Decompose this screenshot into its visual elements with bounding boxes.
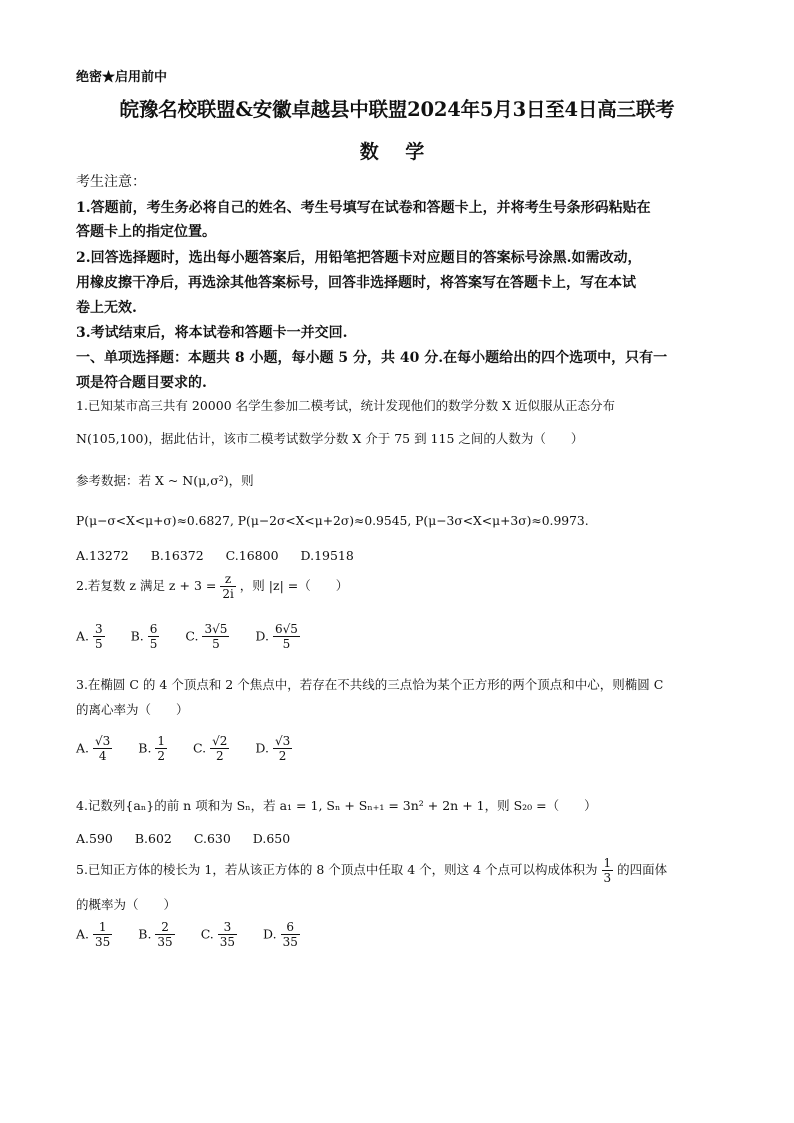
q5-option-a-den: 35: [95, 935, 111, 949]
q4-option-d: D.650: [252, 831, 291, 846]
q1-formula: P(μ−σ<X<μ+σ)≈0.6827, P(μ−2σ<X<μ+2σ)≈0.9545, P(μ−3σ<X<μ+3σ)≈0.9973.: [76, 514, 589, 528]
q5-option-c: [201, 920, 237, 949]
notice-line-5: 卷上无效.: [76, 300, 137, 316]
q1-line-1: 1.已知某市高三共有 20000 名学生参加二模考试，统计发现他们的数学分数 X 近似服从正态分布: [76, 398, 615, 413]
q5-option-d-den: 35: [282, 935, 298, 949]
q2-fraction-denominator: 2i: [222, 587, 234, 601]
q4-option-c: C.630: [193, 831, 231, 846]
notice-line-2: 答题卡上的指定位置。: [76, 224, 216, 240]
notice-line-1: 1.答题前，考生务必将自己的姓名、考生号填写在试卷和答题卡上，并将考生号条形码粘贴在: [76, 200, 651, 216]
q2-option-a: [76, 622, 105, 651]
q2-option-d-num: 6√5: [274, 622, 298, 636]
subject-title: 数 学: [359, 141, 435, 163]
q3-option-b: [138, 734, 167, 763]
q5-line-1: [76, 856, 667, 885]
q3-option-d-label: D.: [255, 740, 269, 756]
q5-option-d-label: D.: [263, 926, 277, 942]
q2-stem: [76, 572, 348, 601]
q2-option-b-den: 5: [149, 637, 158, 651]
q5-option-c-label: C.: [200, 926, 214, 942]
q5-option-c-den: 35: [219, 935, 236, 949]
q5-option-a-label: A.: [76, 926, 90, 942]
q5-option-b: [138, 920, 174, 949]
q5-option-d-num: 6: [281, 920, 300, 935]
q3-options: [76, 734, 314, 763]
q5-option-a: [76, 920, 112, 949]
q3-option-b-label: B.: [138, 740, 152, 756]
q1-line-2: N(105,100)，据此估计，该市二模考试数学分数 X 介于 75 到 115 之间的人数为（ ）: [76, 431, 584, 446]
q2-option-d: [255, 622, 299, 651]
q4-line-1: 4.记数列{aₙ}的前 n 项和为 Sₙ，若 a₁ = 1, Sₙ + Sₙ₊₁ = 3n² + 2n + 1，则 S₂₀ =（ ）: [76, 798, 597, 813]
q5-options: [76, 920, 322, 949]
q5-option-d: [263, 920, 300, 949]
q3-option-c: [193, 734, 229, 763]
notice-line-3: 2.回答选择题时，选出每小题答案后，用铅笔把答题卡对应题目的答案标号涂黑.如需改动，: [76, 250, 642, 266]
q5-option-a-num: 1: [93, 920, 112, 935]
q5-option-b-num: 2: [155, 920, 174, 935]
exam-title: 皖豫名校联盟&安徽卓越县中联盟2024年5月3日至4日高三联考: [119, 98, 675, 121]
q4-option-a: A.590: [76, 831, 113, 846]
q3-option-b-num: 1: [157, 734, 166, 748]
q2-option-d-label: D.: [255, 628, 269, 644]
q5-option-b-label: B.: [138, 926, 152, 942]
q3-option-c-label: C.: [193, 740, 207, 756]
q3-option-b-den: 2: [157, 749, 166, 763]
notice-line-6: 3.考试结束后，将本试卷和答题卡一并交回.: [76, 325, 348, 341]
q5-fraction-numerator: 1: [603, 856, 612, 870]
q2-option-b-label: B.: [130, 628, 144, 644]
q4-option-b: B.602: [134, 831, 172, 846]
q2-option-a-den: 5: [95, 637, 103, 651]
q2-option-b-num: 6: [149, 622, 158, 636]
notice-line-4: 用橡皮擦干净后，再选涂其他答案标号，回答非选择题时，将答案写在答题卡上，写在本试: [76, 275, 636, 291]
q3-option-a: [76, 734, 112, 763]
notice-heading: 考生注意：: [76, 174, 146, 190]
q2-option-b: [131, 622, 160, 651]
q2-option-c-num: 3√5: [204, 622, 228, 636]
q2-option-c: [185, 622, 229, 651]
q3-option-c-den: 2: [215, 749, 224, 763]
q5-stem-pre: 5.已知正方体的棱长为 1，若从该正方体的 8 个顶点中任取 4 个，则这 4 个点可以构成体积为: [76, 862, 598, 877]
q1-option-a: A.13272: [76, 548, 129, 563]
q2-fraction-numerator: z: [220, 572, 235, 587]
section-heading-line-2: 项是符合题目要求的.: [76, 375, 207, 391]
q2-options: [76, 622, 322, 651]
q3-line-1: 3.在椭圆 C 的 4 个顶点和 2 个焦点中，若存在不共线的三点恰为某个正方形的两个顶点和中心，则椭圆 C: [76, 677, 664, 692]
q2-option-a-num: 3: [95, 622, 103, 636]
q5-fraction: [602, 856, 614, 885]
q5-fraction-denominator: 3: [603, 871, 612, 885]
q3-option-d-den: 2: [278, 749, 287, 763]
q5-line-2: 的概率为（ ）: [76, 897, 177, 912]
q3-option-d: [255, 734, 292, 763]
q5-option-b-den: 35: [157, 935, 173, 949]
q2-option-d-den: 5: [282, 637, 291, 651]
q1-option-d: D.19518: [300, 548, 354, 563]
q2-option-a-label: A.: [76, 628, 90, 644]
q3-option-c-num: √2: [212, 734, 228, 748]
section-heading-line-1: 一、单项选择题：本题共 8 小题，每小题 5 分，共 40 分.在每小题给出的四个选项中，只有一: [76, 350, 668, 366]
q2-stem-pre: 2.若复数 z 满足 z + 3 =: [76, 578, 217, 593]
q3-option-d-num: √3: [274, 734, 291, 748]
q2-option-c-label: C.: [185, 628, 199, 644]
q2-option-c-den: 5: [212, 637, 220, 651]
q2-fraction: [220, 572, 235, 601]
q1-reference: 参考数据：若 X ~ N(μ,σ²)，则: [76, 473, 254, 488]
confidential-label: 绝密★启用前中: [76, 70, 168, 85]
q1-options: [76, 547, 372, 565]
q5-stem-post: 的四面体: [617, 862, 668, 877]
q3-option-a-den: 4: [98, 749, 107, 763]
q5-option-c-num: 3: [218, 920, 237, 935]
q4-options: [76, 830, 308, 848]
q3-line-2: 的离心率为（ ）: [76, 702, 189, 717]
q2-stem-post: ，则 |z| =（ ）: [239, 578, 349, 593]
q1-option-b: B.16372: [150, 548, 204, 563]
q3-option-a-num: √3: [95, 734, 111, 748]
q3-option-a-label: A.: [76, 740, 90, 756]
q1-option-c: C.16800: [225, 548, 279, 563]
